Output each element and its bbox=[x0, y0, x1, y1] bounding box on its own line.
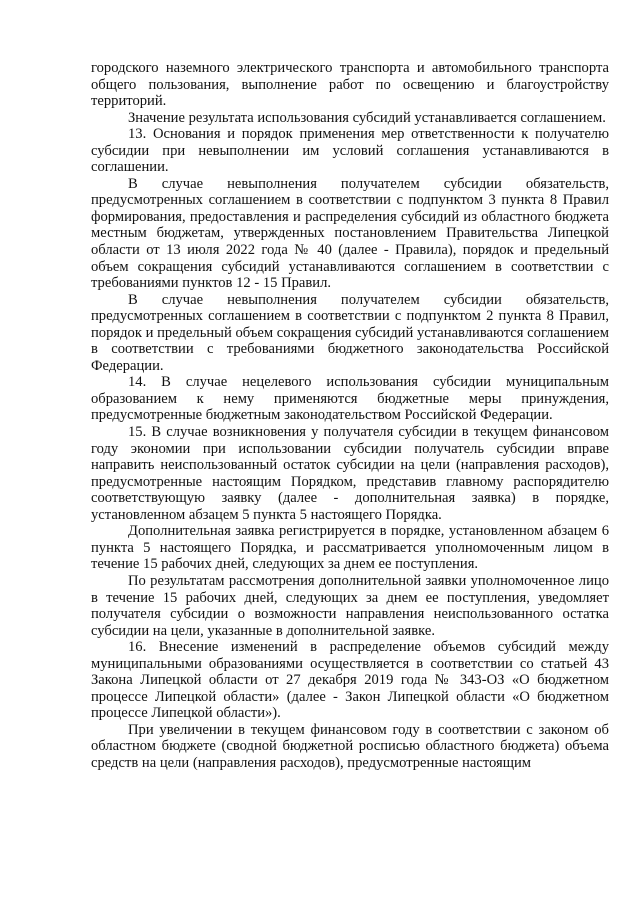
paragraph-transport-continuation: городского наземного электрического транспорта и автомобильного транспорта общего пользования, выполнение работ по освещению и благоустройству территорий. bbox=[91, 60, 609, 110]
paragraph-13-subpoint-3: В случае невыполнения получателем субсидии обязательств, предусмотренных соглашением в соответствии с подпунктом 3 пункта 8 Правил формирования, предоставления и распределения субсидий из областного бюджета местным бюджетам, утвержденных постановлением Правительства Липецкой области от 13 июля 2022 года № 40 (далее - Правила), порядок и предельный объем сокращения субсидий устанавливаются соглашением в соответствии с требованиями пунктов 12 - 15 Правил. bbox=[91, 175, 609, 292]
paragraph-16-increase: При увеличении в текущем финансовом году в соответствии с законом об областном бюджете (сводной бюджетной росписью областного бюджета) объема средств на цели (направления расходов), предусмотренные настоящим bbox=[91, 721, 609, 771]
paragraph-13-subpoint-2: В случае невыполнения получателем субсидии обязательств, предусмотренных соглашением в соответствии с подпунктом 2 пункта 8 Правил, порядок и предельный объем сокращения субсидий устанавливаются соглашением в соответствии с требованиями бюджетного законодательства Российской Федерации. bbox=[91, 291, 609, 374]
paragraph-15-registration: Дополнительная заявка регистрируется в порядке, установленном абзацем 6 пункта 5 настоящего Порядка, и рассматривается уполномоченным лицом в течение 15 рабочих дней, следующих за днем ее поступления. bbox=[91, 523, 609, 573]
paragraph-15: 15. В случае возникновения у получателя субсидии в текущем финансовом году экономии при использовании субсидии получатель субсидии вправе направить неиспользованный остаток субсидии на цели (направления расходов), предусмотренные настоящим Порядком, представив главному распорядителю соответствующую заявку (далее - дополнительная заявка) в порядке, установленном абзацем 5 пункта 5 настоящего Порядка. bbox=[91, 424, 609, 523]
paragraph-14: 14. В случае нецелевого использования субсидии муниципальным образованием к нему применяются бюджетные меры принуждения, предусмотренные бюджетным законодательством Российской Федерации. bbox=[91, 374, 609, 424]
paragraph-15-results: По результатам рассмотрения дополнительной заявки уполномоченное лицо в течение 15 рабочих дней, следующих за днем ее поступления, уведомляет получателя субсидии о возможности направления неиспользованного остатка субсидии на цели, указанные в дополнительной заявке. bbox=[91, 572, 609, 639]
paragraph-16: 16. Внесение изменений в распределение объемов субсидий между муниципальными образованиями осуществляется в соответствии со статьей 43 Закона Липецкой области от 27 декабря 2019 года № 343-ОЗ «О бюджетном процессе Липецкой области» (далее - Закон Липецкой области «О бюджетном процессе Липецкой области»). bbox=[91, 639, 609, 722]
paragraph-result-value: Значение результата использования субсидий устанавливается соглашением. bbox=[128, 109, 606, 126]
document-page bbox=[91, 60, 609, 772]
paragraph-13: 13. Основания и порядок применения мер ответственности к получателю субсидии при невыполнении им условий соглашения устанавливаются в соглашении. bbox=[91, 126, 609, 176]
